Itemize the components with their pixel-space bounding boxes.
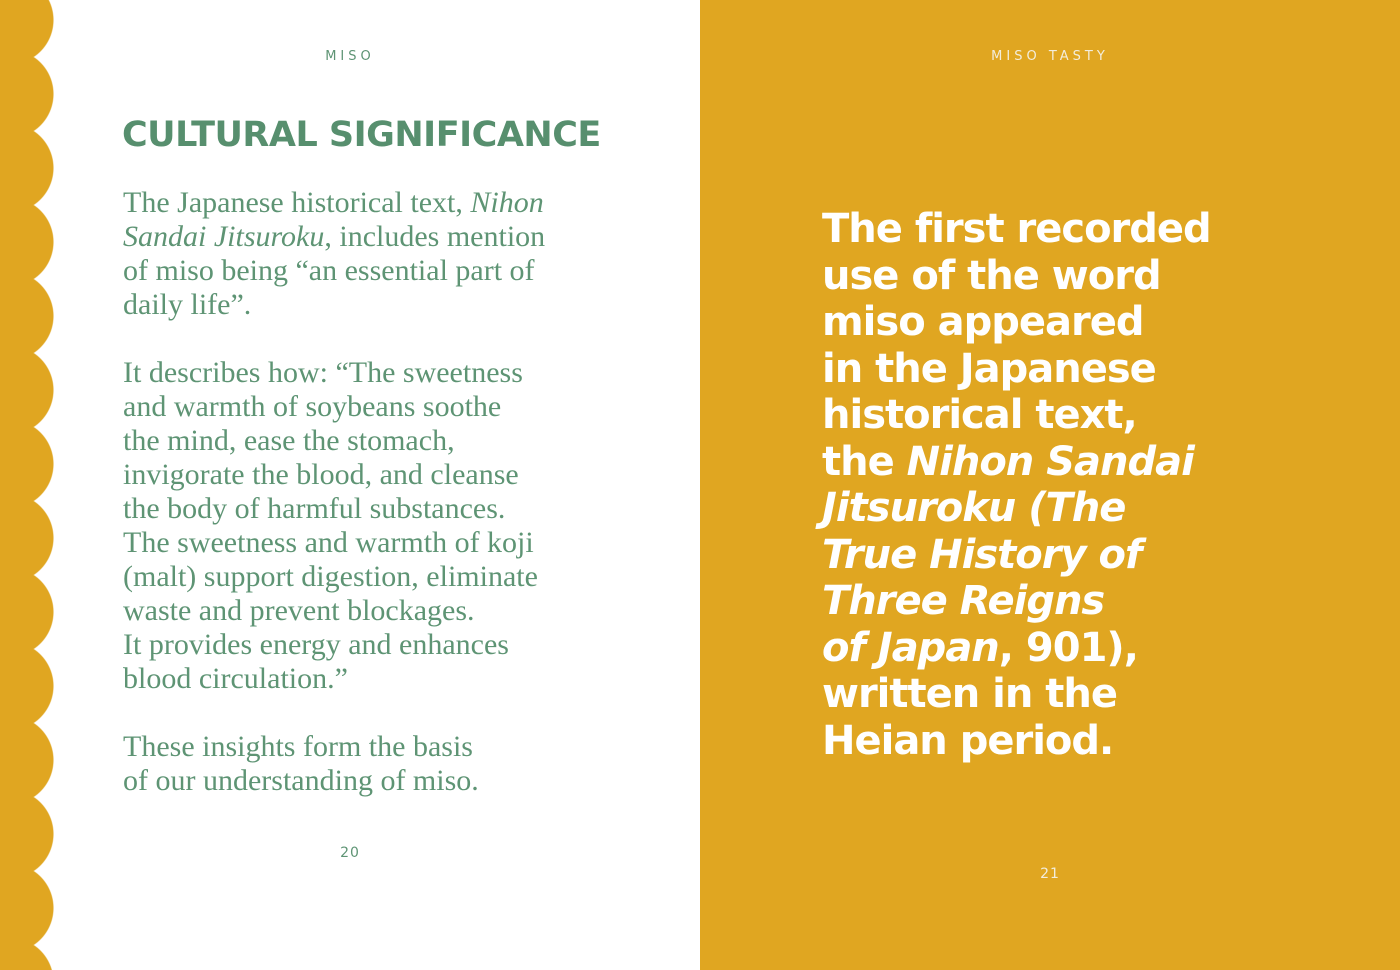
left-page-number: 20 (340, 845, 360, 861)
right-page (700, 0, 1400, 970)
body-text: The Japanese historical text, Nihon Sandai Jitsuroku, includes mention of miso being “an essential part of daily life”. It describes how: “The sweetness and warmth of soybeans soothe the mind, ease the stomach, invigorate the blood, and cleanse the body of harmful substances. The sweetness and warmth of koji (malt) support digestion, eliminate waste and prevent blockages. It provides energy and enhances blood circulation.” These insights form the basis of our understanding of miso. (123, 186, 546, 797)
right-running-head: MISO TASTY (991, 49, 1109, 64)
right-page-number: 21 (1040, 866, 1060, 882)
section-heading: CULTURAL SIGNIFICANCE (122, 115, 601, 155)
pull-quote-text: The first recorded use of the word miso appeared in the Japanese historical text, the Nihon Sandai Jitsuroku (The True History of Three Reigns of Japan, 901), written in the Heian period. (822, 206, 1211, 764)
left-running-head: MISO (325, 49, 375, 64)
scalloped-edge (0, 0, 54, 970)
